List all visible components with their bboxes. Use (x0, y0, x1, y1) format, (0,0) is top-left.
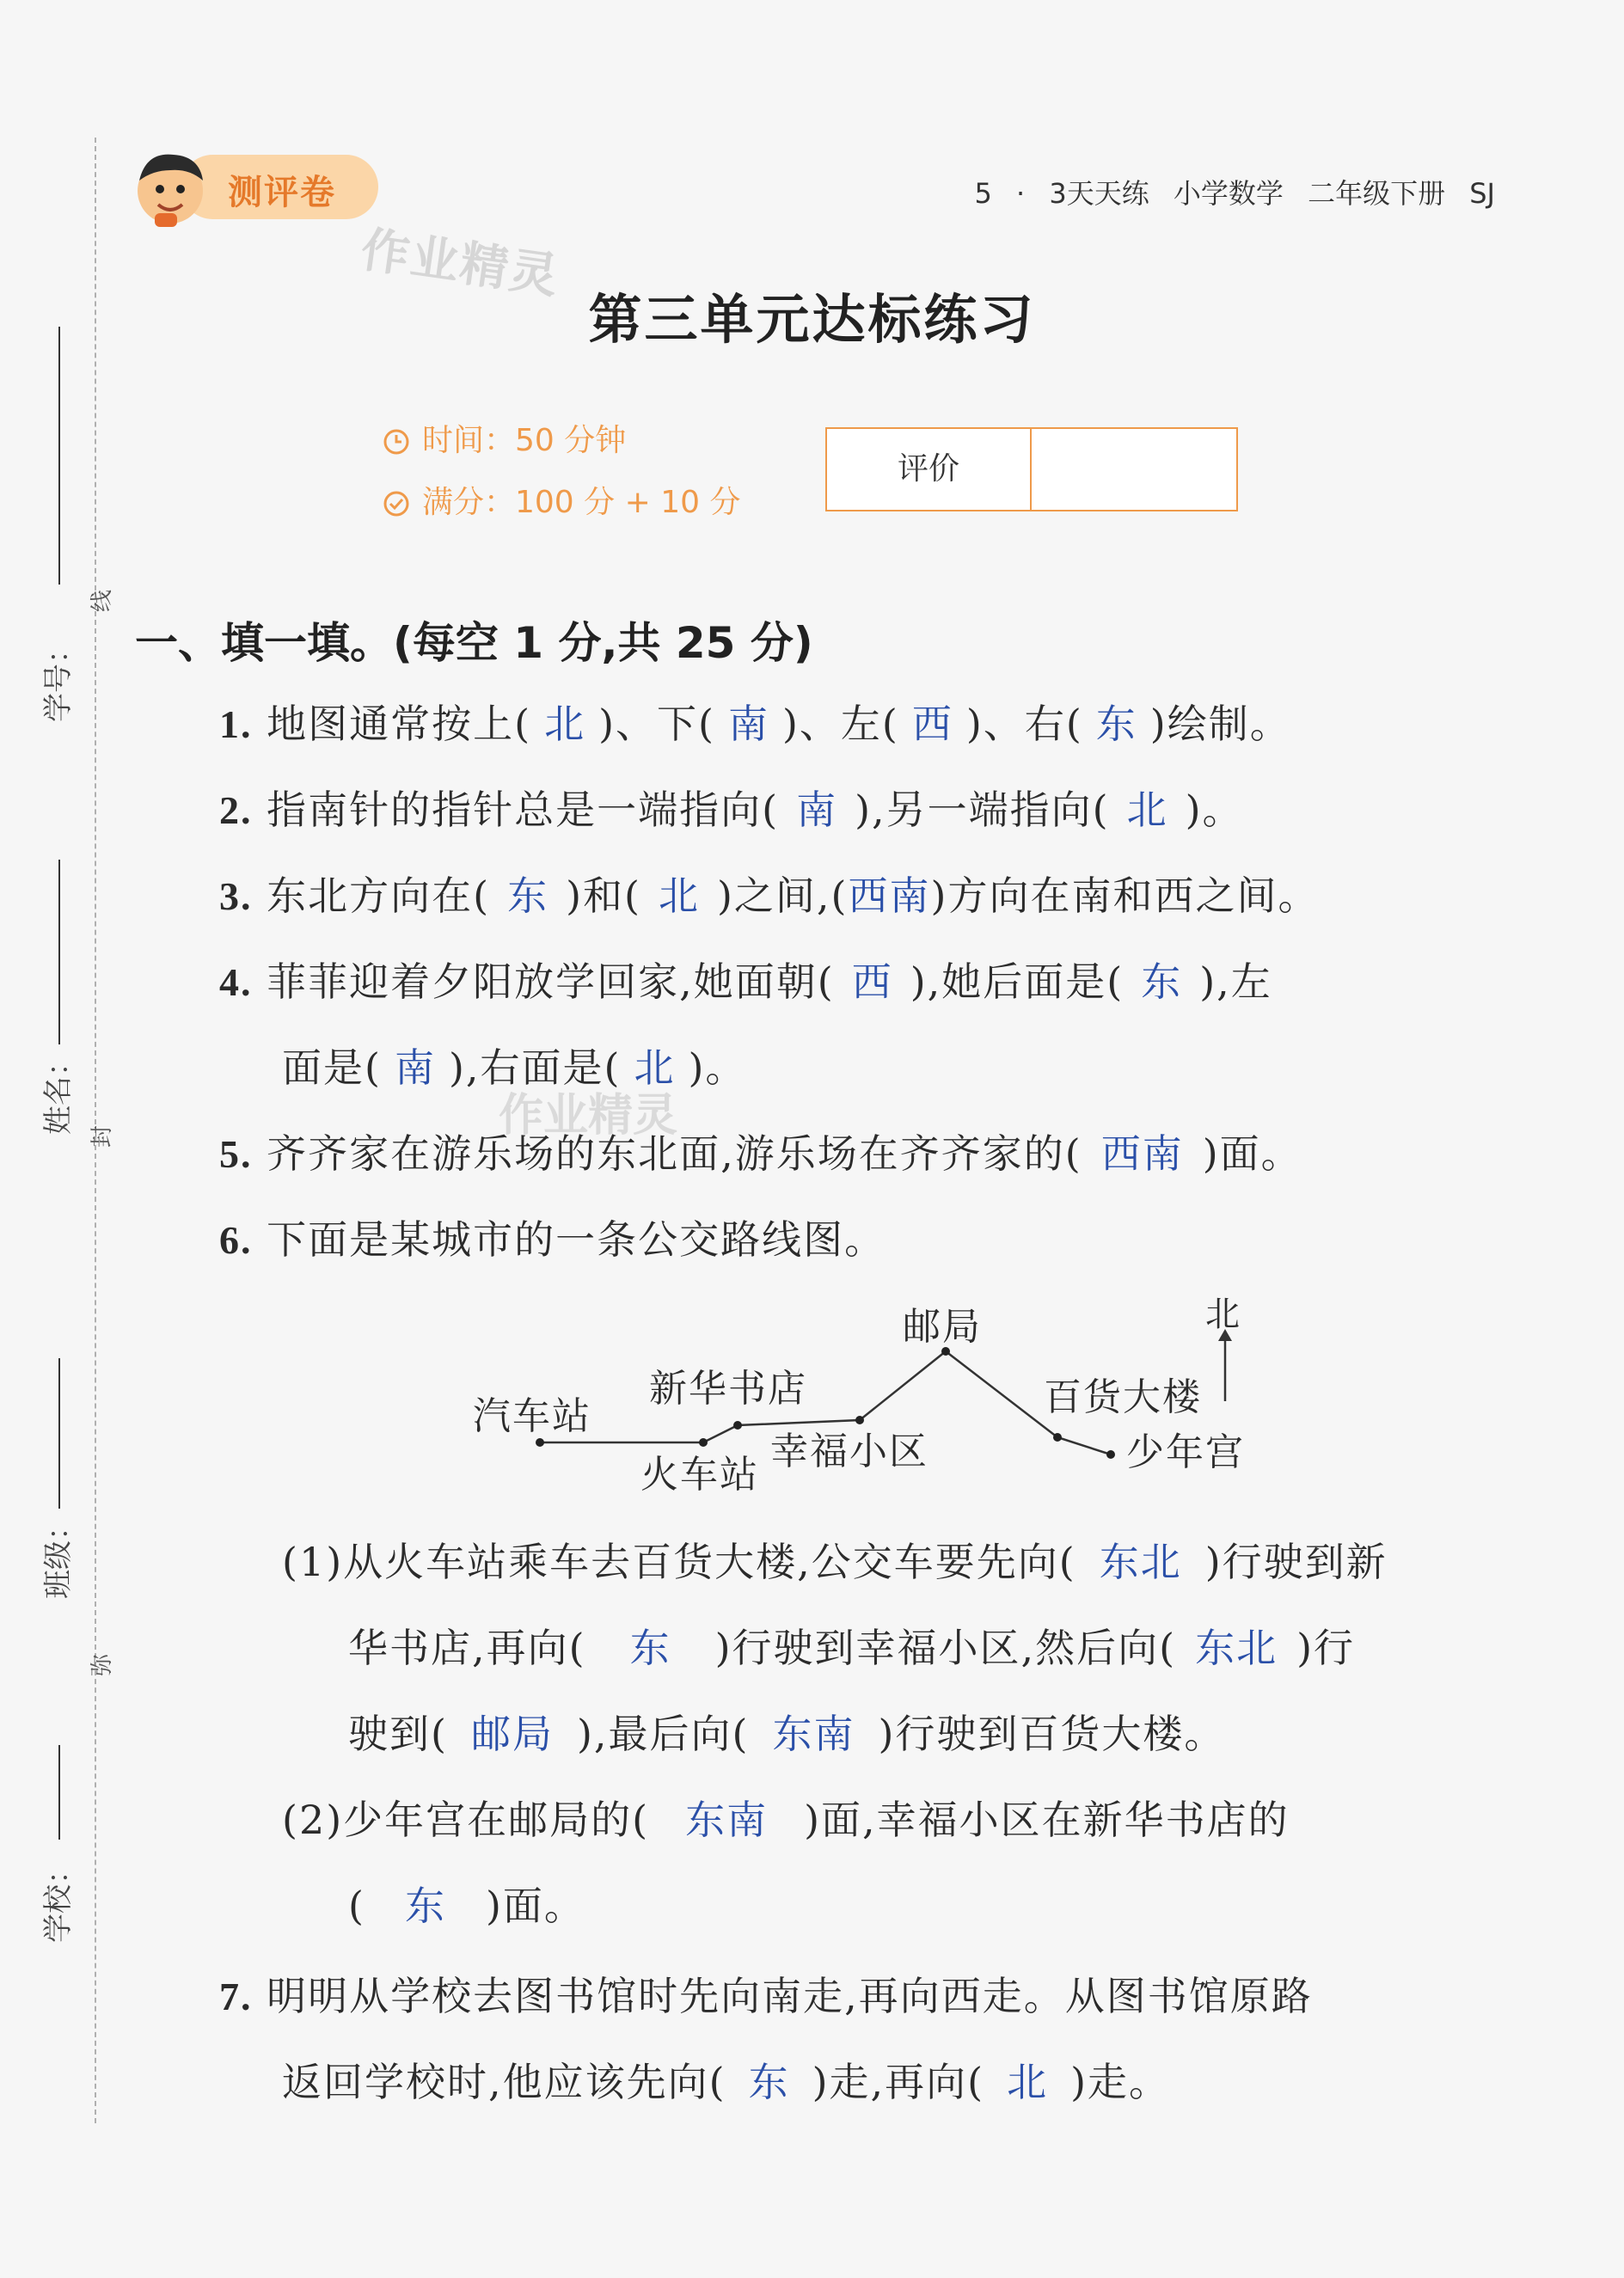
question-text: ( (348, 1883, 365, 1929)
stop-dot (855, 1416, 864, 1424)
station-label: 邮局 (903, 1305, 982, 1349)
question-number: 1. (219, 702, 253, 746)
question-text: ),左 (1199, 958, 1272, 1005)
answer-blank: 南 (727, 701, 769, 747)
question-text: 明明从学校去图书馆时先向南走,再向西走。从图书馆原路 (267, 1973, 1313, 2019)
answer-blank: 东 (1141, 958, 1183, 1005)
question-text: )。 (1185, 787, 1244, 833)
number-label: 学号： (41, 634, 76, 722)
answer-blank: 东北 (1195, 1625, 1278, 1671)
stop-dot (1106, 1450, 1115, 1459)
badge-label: 测评卷 (228, 173, 336, 212)
question-text: )面,幸福小区在新华书店的 (804, 1797, 1290, 1843)
question-number: 4. (219, 960, 253, 1004)
question-text: (1)从火车站乘车去百货大楼,公交车要先向( (282, 1539, 1076, 1585)
question-7-line1 (219, 1970, 1313, 2023)
bus-route-map (464, 1289, 1272, 1513)
question-text: 驶到( (348, 1711, 448, 1757)
evaluation-label: 评价 (827, 429, 1032, 510)
answer-blank: 东南 (772, 1711, 855, 1757)
question-4-line1 (219, 956, 1272, 1008)
question-text: 下面是某城市的一条公交路线图。 (267, 1216, 886, 1263)
evaluation-box (825, 427, 1238, 511)
school-underline (58, 1745, 60, 1840)
stop-dot (733, 1421, 742, 1430)
question-text: )面。 (1202, 1130, 1302, 1177)
binding-mark-line: 线 (89, 589, 115, 612)
question-3 (219, 870, 1319, 922)
question-text: )、左( (781, 701, 899, 747)
question-text: )之间,( (716, 873, 849, 919)
question-text: ),另一端指向( (855, 787, 1110, 833)
answer-blank: 东 (1095, 701, 1137, 747)
watermark-top: 作业精灵 (357, 222, 563, 305)
class-label: 班级： (41, 1511, 76, 1599)
time-row (383, 416, 626, 460)
question-text: )行驶到幸福小区,然后向( (714, 1625, 1177, 1671)
answer-blank: 西 (911, 701, 953, 747)
answer-blank: 东 (748, 2059, 790, 2105)
school-label: 学校： (41, 1855, 76, 1943)
question-number: 6. (219, 1218, 253, 1262)
answer-blank: 北 (658, 873, 700, 919)
question-number: 2. (219, 788, 253, 832)
binding-mark-bind: 弥 (89, 1653, 115, 1676)
stop-dot (536, 1438, 544, 1447)
answer-blank: 南 (394, 1044, 436, 1091)
question-text: 华书店,再向( (348, 1625, 586, 1671)
clock-icon (383, 428, 410, 456)
answer-blank: 北 (544, 701, 586, 747)
stop-dot (699, 1438, 708, 1447)
question-6-part1-line2 (348, 1622, 1355, 1674)
test-badge (129, 146, 378, 228)
question-6-part2-line2 (348, 1880, 585, 1932)
answer-blank: 北 (1126, 787, 1168, 833)
name-label: 姓名： (41, 1047, 76, 1135)
number-underline (58, 327, 60, 585)
question-text: 东北方向在( (267, 873, 491, 919)
question-text: )方向在南和西之间。 (930, 873, 1320, 919)
cartoon-boy-icon (129, 146, 215, 228)
question-text: )行驶到新 (1204, 1539, 1388, 1585)
question-6-part1-line1 (282, 1536, 1388, 1588)
question-7-line2 (282, 2056, 1170, 2108)
answer-blank: 西南 (1100, 1130, 1184, 1177)
north-label: 北 (1205, 1295, 1240, 1334)
watermark-middle: 作业精灵 (499, 1090, 678, 1142)
answer-blank: 东北 (1099, 1539, 1182, 1585)
question-text: )、右( (965, 701, 1083, 747)
check-icon (383, 490, 410, 517)
question-text: ),最后向( (576, 1711, 750, 1757)
binding-mark-seal: 封 (89, 1124, 115, 1148)
question-text: )行驶到百货大楼。 (878, 1711, 1226, 1757)
answer-blank: 东南 (685, 1797, 769, 1843)
question-number: 3. (219, 874, 253, 918)
name-underline (58, 860, 60, 1044)
answer-blank: 东 (629, 1625, 671, 1671)
question-text: )。 (688, 1044, 747, 1091)
question-5 (219, 1128, 1302, 1180)
station-label: 汽车站 (473, 1394, 591, 1438)
question-text: 菲菲迎着夕阳放学回家,她面朝( (267, 958, 835, 1005)
time-text: 时间：50 分钟 (422, 423, 627, 458)
answer-blank: 东 (404, 1883, 446, 1929)
question-text: )、下( (598, 701, 715, 747)
section-title: 一、填一填。(每空 1 分,共 25 分) (135, 618, 813, 668)
station-label: 幸福小区 (770, 1430, 928, 1473)
answer-blank: 北 (1007, 2059, 1049, 2105)
question-text: )和( (566, 873, 641, 919)
class-underline (58, 1358, 60, 1509)
score-row (383, 478, 740, 522)
answer-blank: 南 (796, 787, 838, 833)
question-text: 齐齐家在游乐场的东北面,游乐场在齐齐家的( (267, 1130, 1082, 1177)
question-2 (219, 784, 1244, 836)
question-text: )行 (1296, 1625, 1356, 1671)
answer-blank: 西 (851, 958, 893, 1005)
book-series: 5 · 3天天练 小学数学 二年级下册 SJ (974, 177, 1495, 210)
question-text: 指南针的指针总是一端指向( (267, 787, 780, 833)
question-text: )走。 (1070, 2059, 1171, 2105)
stop-dot (1053, 1433, 1062, 1442)
question-6-part2-line1 (282, 1794, 1290, 1846)
question-text: ),她后面是( (910, 958, 1125, 1005)
question-text: ),右面是( (448, 1044, 622, 1091)
question-1 (219, 698, 1291, 750)
question-text: )面。 (485, 1883, 585, 1929)
question-number: 7. (219, 1975, 253, 2018)
answer-blank: 北 (634, 1044, 676, 1091)
question-text: )走,再向( (812, 2059, 985, 2105)
answer-blank: 东 (507, 873, 549, 919)
question-text: )绘制。 (1149, 701, 1291, 747)
page-title: 第三单元达标练习 (588, 288, 1036, 351)
question-6 (219, 1214, 886, 1266)
question-text: (2)少年宫在邮局的( (282, 1797, 650, 1843)
score-text: 满分：100 分 + 10 分 (422, 485, 741, 520)
question-6-part1-line3 (348, 1708, 1225, 1760)
question-text: 面是( (282, 1044, 382, 1091)
question-number: 5. (219, 1132, 253, 1176)
station-label: 百货大楼 (1044, 1375, 1202, 1419)
answer-blank: 西南 (848, 873, 931, 919)
station-label: 新华书店 (649, 1367, 807, 1411)
station-label: 火车站 (640, 1453, 759, 1497)
station-label: 少年宫 (1126, 1430, 1245, 1474)
answer-blank: 邮局 (470, 1711, 554, 1757)
question-text: 返回学校时,他应该先向( (282, 2059, 726, 2105)
question-text: 地图通常按上( (267, 701, 532, 747)
